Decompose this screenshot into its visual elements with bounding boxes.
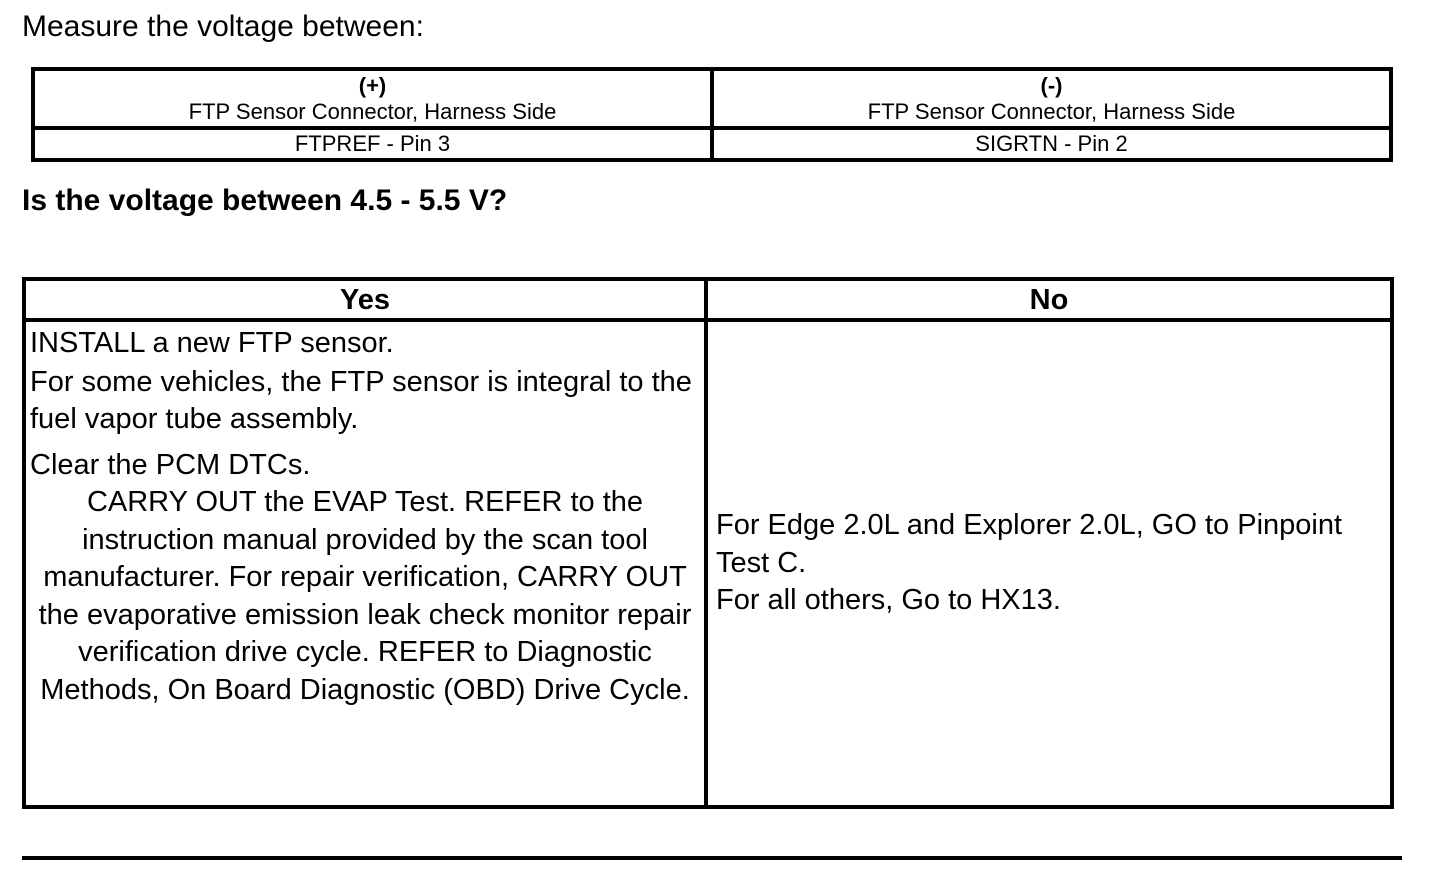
- no-header: No: [706, 279, 1392, 320]
- section-divider: [22, 856, 1402, 860]
- measurement-pin-row: [33, 128, 1391, 160]
- measurement-header-row: [33, 69, 1391, 128]
- negative-lead-header: [712, 69, 1391, 128]
- answer-table: [22, 277, 1394, 809]
- yes-header: Yes: [24, 279, 706, 320]
- measurement-table: [31, 67, 1393, 162]
- yes-evap-test-step: CARRY OUT the EVAP Test. REFER to the instruction manual provided by the scan tool manufacturer. For repair verification, CARRY OUT the evaporative emission leak check monitor repair verification drive cycle. REFER to Diagnostic Methods, On Board Diagnostic (OBD) Drive Cycle.: [38, 486, 692, 706]
- instruction-heading: Measure the voltage between:: [22, 10, 424, 43]
- answer-header-row: [24, 279, 1392, 320]
- yes-integral-note: For some vehicles, the FTP sensor is integral to the fuel vapor tube assembly.: [30, 365, 692, 435]
- positive-lead-header: [33, 69, 712, 128]
- voltage-question: Is the voltage between 4.5 - 5.5 V?: [22, 184, 508, 217]
- positive-polarity-label: (+): [358, 72, 387, 98]
- no-edge-explorer-step: For Edge 2.0L and Explorer 2.0L, GO to Pinpoint Test C.: [716, 509, 1343, 579]
- positive-pin-cell: FTPREF - Pin 3: [33, 128, 712, 160]
- yes-clear-dtc-step: Clear the PCM DTCs.: [30, 448, 311, 481]
- no-action-cell: [706, 320, 1392, 807]
- negative-location-label: FTP Sensor Connector, Harness Side: [867, 98, 1236, 124]
- yes-install-step: INSTALL a new FTP sensor.: [30, 327, 394, 359]
- yes-action-cell: [24, 320, 706, 807]
- negative-pin-cell: SIGRTN - Pin 2: [712, 128, 1391, 160]
- answer-body-row: [24, 320, 1392, 807]
- no-other-vehicles-step: For all others, Go to HX13.: [716, 584, 1061, 617]
- positive-location-label: FTP Sensor Connector, Harness Side: [188, 98, 557, 124]
- negative-polarity-label: (-): [1040, 72, 1063, 98]
